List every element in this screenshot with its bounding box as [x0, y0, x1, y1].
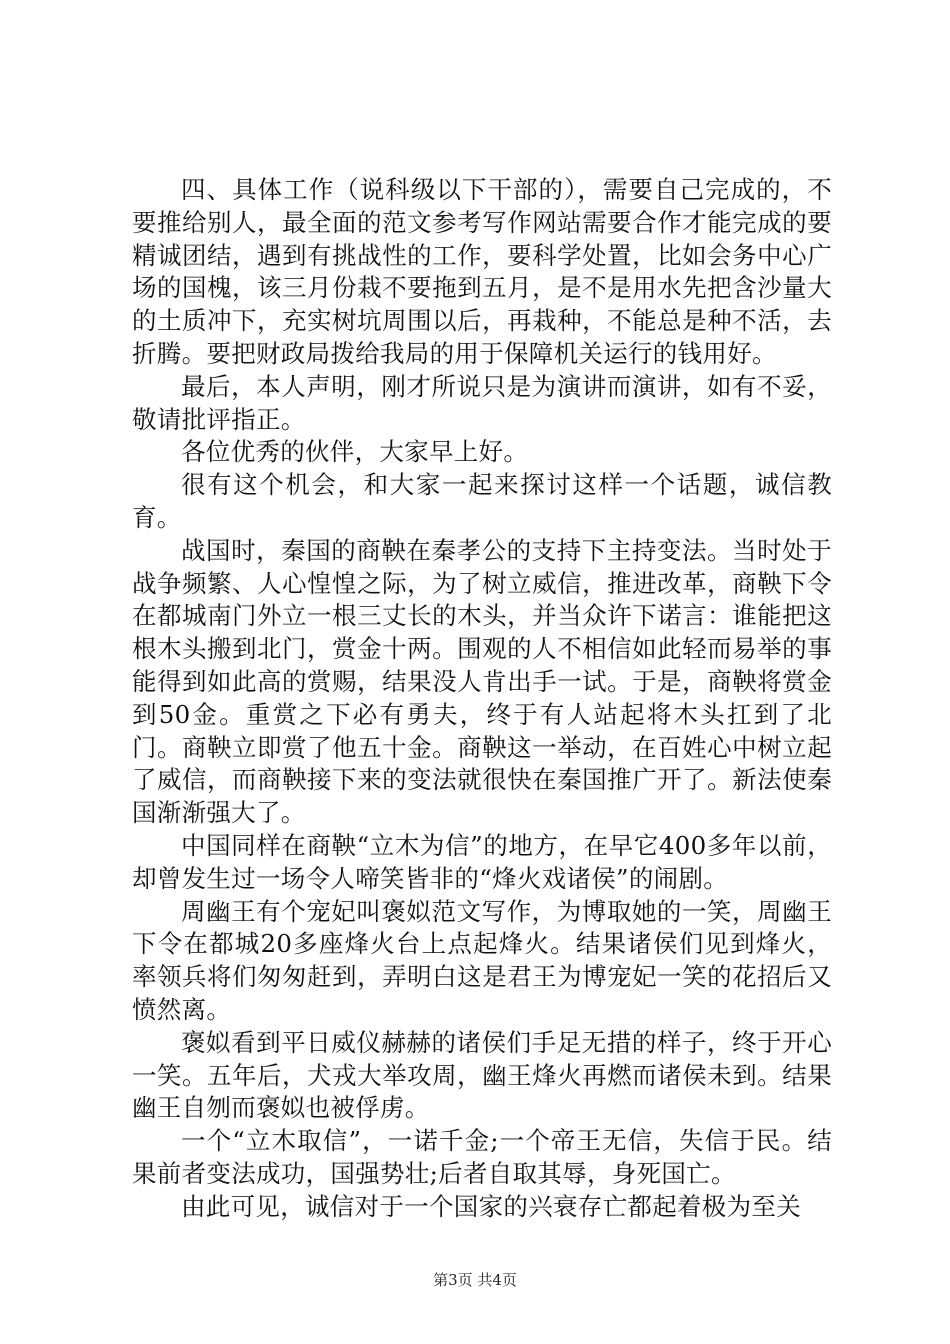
paragraph-bao-si: 褒姒看到平日威仪赫赫的诸侯们手足无措的样子，终于开心一笑。五年后，犬戎大举攻周，幽王烽火再燃而诸侯未到。结果幽王自刎而褒姒也被俘虏。 — [132, 1027, 832, 1123]
paragraph-comparison: 一个“立木取信”，一诺千金;一个帝王无信，失信于民。结果前者变法成功，国强势壮;后者自取其辱，身死国亡。 — [132, 1126, 832, 1188]
paragraph-beacon-fire-intro: 中国同样在商鞅“立木为信”的地方，在早它400多年以前，却曾发生过一场令人啼笑皆非的“烽火戏诸侯”的闹剧。 — [132, 830, 832, 893]
paragraph-king-you: 周幽王有个宠妃叫褒姒范文写作，为博取她的一笑，周幽王下令在都城20多座烽火台上点起烽火。结果诸侯们见到烽火，率领兵将们匆匆赶到，弄明白这是君王为博宠妃一笑的花招后又愤然离。 — [132, 896, 832, 1024]
paragraph-specific-work: 四、具体工作（说科级以下干部的），需要自己完成的，不要推给别人，最全面的范文参考写作网站需要合作才能完成的要精诚团结，遇到有挑战性的工作，要科学处置，比如会务中心广场的国槐，该三月份栽不要拖到五月，是不是用水先把含沙量大的土质冲下，充实树坑周围以后，再栽种，不能总是种不活，去折腾。要把财政局拨给我局的用于保障机关运行的钱用好。 — [132, 175, 832, 368]
paragraph-topic-intro: 很有这个机会，和大家一起来探讨这样一个话题，诚信教育。 — [132, 470, 832, 532]
paragraph-greeting: 各位优秀的伙伴，大家早上好。 — [181, 437, 529, 467]
document-body — [132, 174, 832, 1224]
paragraph-closing-statement: 最后，本人声明，刚才所说只是为演讲而演讲，如有不妥，敬请批评指正。 — [132, 371, 832, 434]
paragraph-shang-yang: 战国时，秦国的商鞅在秦孝公的支持下主持变法。当时处于战争频繁、人心惶惶之际，为了树立威信，推进改革，商鞅下令在都城南门外立一根三丈长的木头，并当众许下诺言：谁能把这根木头搬到北门，赏金十两。围观的人不相信如此轻而易举的事能得到如此高的赏赐，结果没人肯出手一试。于是，商鞅将赏金到50金。重赏之下必有勇夫，终于有人站起将木头扛到了北门。商鞅立即赏了他五十金。商鞅这一举动，在百姓心中树立起了威信，而商鞅接下来的变法就很快在秦国推广开了。新法使秦国渐渐强大了。 — [132, 535, 832, 828]
paragraph-conclusion: 由此可见，诚信对于一个国家的兴衰存亡都起着极为至关 — [181, 1191, 801, 1221]
page-number-footer: 第3页 共4页 — [433, 1271, 517, 1289]
